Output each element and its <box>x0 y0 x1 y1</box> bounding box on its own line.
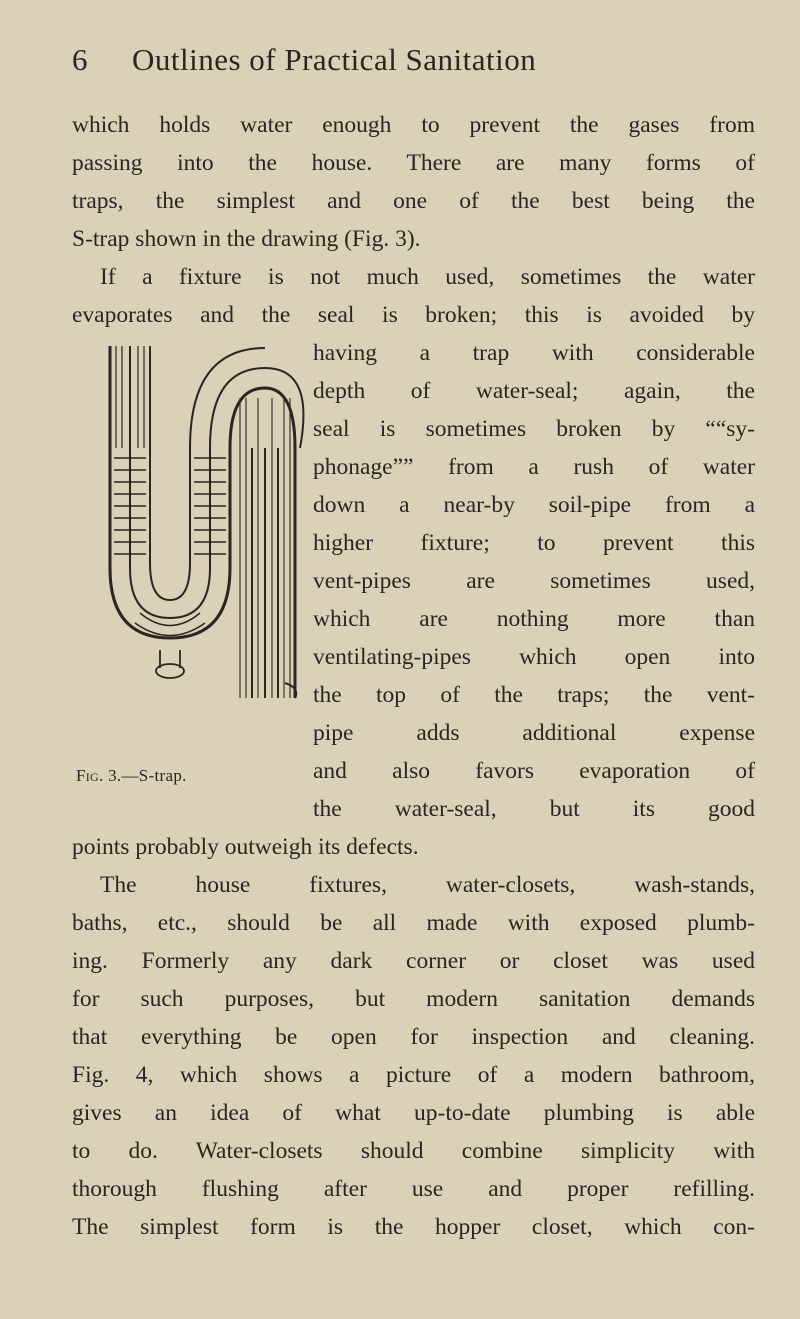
figure-caption <box>76 766 246 786</box>
text-line: passing into the house. There are many forms of <box>72 150 755 176</box>
text-line: traps, the simplest and one of the best being the <box>72 188 755 214</box>
text-line: baths, etc., should be all made with exposed plumb- <box>72 910 755 936</box>
text-line: having a trap with considerable <box>313 340 755 366</box>
text-line: ing. Formerly any dark corner or closet was used <box>72 948 755 974</box>
text-line: for such purposes, but modern sanitation demands <box>72 986 755 1012</box>
text-line: points probably outweigh its defects. <box>72 834 419 860</box>
text-line: depth of water-seal; again, the <box>313 378 755 404</box>
text-line: thorough flushing after use and proper refilling. <box>72 1176 755 1202</box>
running-header <box>72 38 752 82</box>
text-line: S-trap shown in the drawing (Fig. 3). <box>72 226 421 252</box>
text-line: The simplest form is the hopper closet, which con- <box>72 1214 755 1240</box>
text-line: If a fixture is not much used, sometimes the water <box>100 264 755 290</box>
text-line: the top of the traps; the vent- <box>313 682 755 708</box>
text-line: ventilating-pipes which open into <box>313 644 755 670</box>
text-line: down a near-by soil-pipe from a <box>313 492 755 518</box>
text-line: vent-pipes are sometimes used, <box>313 568 755 594</box>
text-line: which holds water enough to prevent the gases from <box>72 112 755 138</box>
text-line: to do. Water-closets should combine simplicity with <box>72 1138 755 1164</box>
text-line: higher fixture; to prevent this <box>313 530 755 556</box>
s-trap-figure <box>90 338 305 758</box>
text-line: gives an idea of what up-to-date plumbing is able <box>72 1100 755 1126</box>
text-line: Fig. 4, which shows a picture of a modern bathroom, <box>72 1062 755 1088</box>
text-line: and also favors evaporation of <box>313 758 755 784</box>
text-line: evaporates and the seal is broken; this is avoided by <box>72 302 755 328</box>
s-trap-pipe-illustration-icon <box>90 338 305 758</box>
text-line: seal is sometimes broken by ““sy- <box>313 416 755 442</box>
text-line: that everything be open for inspection and cleaning. <box>72 1024 755 1050</box>
text-line: phonage”” from a rush of water <box>313 454 755 480</box>
figure-title: —S-trap. <box>121 766 187 785</box>
text-line: The house fixtures, water-closets, wash-stands, <box>100 872 755 898</box>
text-line: the water-seal, but its good <box>313 796 755 822</box>
running-title: Outlines of Practical Sanitation <box>132 42 537 77</box>
figure-label: Fig. 3. <box>76 766 122 785</box>
text-line: which are nothing more than <box>313 606 755 632</box>
text-line: pipe adds additional expense <box>313 720 755 746</box>
page-number: 6 <box>72 42 88 77</box>
